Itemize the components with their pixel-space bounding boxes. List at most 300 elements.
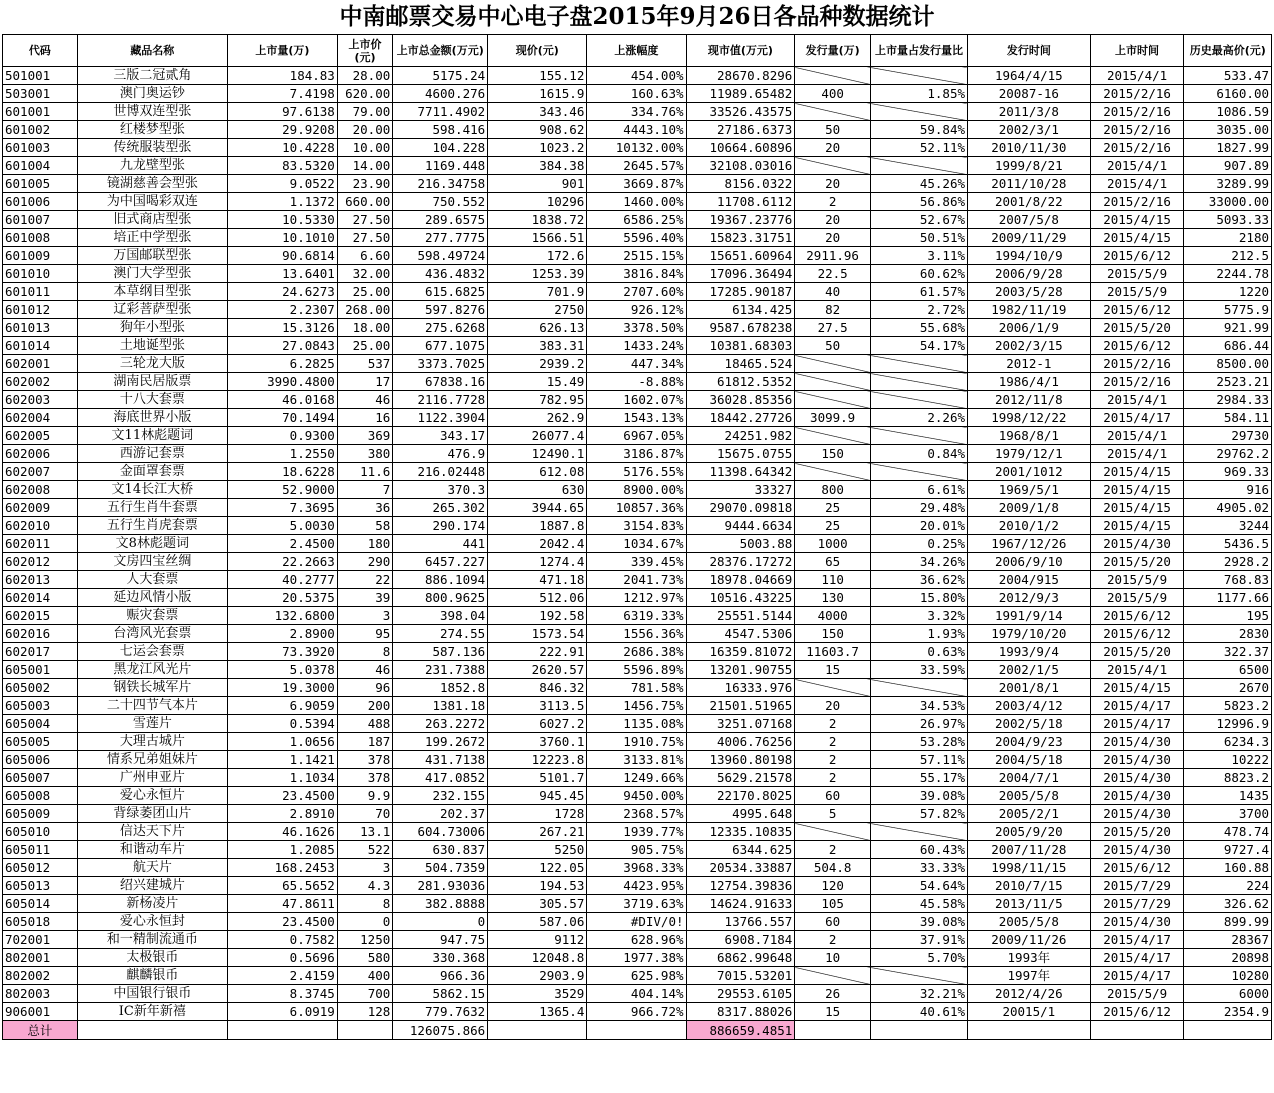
table-cell: 6000 [1184, 985, 1272, 1003]
table-cell: 1977.38% [587, 949, 686, 967]
table-cell: 1997年 [968, 967, 1091, 985]
table-cell: 180 [337, 535, 392, 553]
table-cell: 27.50 [337, 229, 392, 247]
table-cell: 52.11% [870, 139, 967, 157]
table-cell: 1169.448 [393, 157, 488, 175]
table-cell: 2.8910 [228, 805, 338, 823]
table-cell [587, 1021, 686, 1040]
table-cell: 8900.00% [587, 481, 686, 499]
item-name: IC新年新禧 [77, 1003, 227, 1021]
table-row [3, 769, 1272, 787]
table-cell: 620.00 [337, 85, 392, 103]
item-name: 培正中学型张 [77, 229, 227, 247]
table-cell: 97.6138 [228, 103, 338, 121]
table-cell: 5629.21578 [686, 769, 795, 787]
item-name: 湖南民居版票 [77, 373, 227, 391]
table-cell: 60 [795, 913, 871, 931]
table-cell: 326.62 [1184, 895, 1272, 913]
table-cell: 265.302 [393, 499, 488, 517]
table-cell: 2015/4/30 [1090, 787, 1184, 805]
item-name: 三轮龙大版 [77, 355, 227, 373]
table-cell: 3378.50% [587, 319, 686, 337]
item-name: 文8林彪题词 [77, 535, 227, 553]
table-cell: 966.72% [587, 1003, 686, 1021]
table-cell: 899.99 [1184, 913, 1272, 931]
table-cell: 330.368 [393, 949, 488, 967]
table-cell [870, 427, 967, 445]
table-cell: 83.5320 [228, 157, 338, 175]
table-cell: 846.32 [488, 679, 587, 697]
item-name: 钢铁长城军片 [77, 679, 227, 697]
table-cell: 168.2453 [228, 859, 338, 877]
table-cell: 6160.00 [1184, 85, 1272, 103]
table-cell: 33526.43575 [686, 103, 795, 121]
table-cell [795, 823, 871, 841]
table-cell: 6457.227 [393, 553, 488, 571]
table-cell: 677.1075 [393, 337, 488, 355]
table-cell: 1939.77% [587, 823, 686, 841]
item-name: 信达天下片 [77, 823, 227, 841]
table-cell: 2015/4/17 [1090, 409, 1184, 427]
table-cell: 29730 [1184, 427, 1272, 445]
table-cell: 1968/8/1 [968, 427, 1091, 445]
item-code: 602015 [3, 607, 78, 625]
table-cell: 25.00 [337, 337, 392, 355]
table-cell: 2012-1 [968, 355, 1091, 373]
table-cell: 19367.23776 [686, 211, 795, 229]
table-cell: 6.0919 [228, 1003, 338, 1021]
table-cell: 580 [337, 949, 392, 967]
table-cell: 60 [795, 787, 871, 805]
table-cell: 20 [795, 211, 871, 229]
item-name: 人大套票 [77, 571, 227, 589]
table-cell [488, 1021, 587, 1040]
table-cell: 172.6 [488, 247, 587, 265]
table-cell: 378 [337, 769, 392, 787]
table-cell: 1991/9/14 [968, 607, 1091, 625]
table-cell: 105 [795, 895, 871, 913]
table-cell: 584.11 [1184, 409, 1272, 427]
table-cell: 1827.99 [1184, 139, 1272, 157]
table-cell: 947.75 [393, 931, 488, 949]
item-name: 雪莲片 [77, 715, 227, 733]
item-code: 601006 [3, 193, 78, 211]
table-cell: 0.5696 [228, 949, 338, 967]
table-cell: 5003.88 [686, 535, 795, 553]
table-row [3, 607, 1272, 625]
table-cell: 3529 [488, 985, 587, 1003]
table-cell: 18465.524 [686, 355, 795, 373]
item-code: 605014 [3, 895, 78, 913]
item-name: 为中国喝彩双连 [77, 193, 227, 211]
table-cell: 800.9625 [393, 589, 488, 607]
item-name: 辽彩菩萨型张 [77, 301, 227, 319]
table-cell: 1838.72 [488, 211, 587, 229]
table-cell: 277.7775 [393, 229, 488, 247]
table-cell: 431.7138 [393, 751, 488, 769]
item-name: 五行生肖牛套票 [77, 499, 227, 517]
table-cell: 95 [337, 625, 392, 643]
table-cell: 1982/11/19 [968, 301, 1091, 319]
table-cell: 27.5 [795, 319, 871, 337]
table-cell: 45.26% [870, 175, 967, 193]
table-row [3, 967, 1272, 985]
column-header: 上市量占发行量比 [870, 35, 967, 67]
table-cell: 5250 [488, 841, 587, 859]
table-cell: 8500.00 [1184, 355, 1272, 373]
table-cell: 9444.6634 [686, 517, 795, 535]
table-cell: 2015/4/1 [1090, 427, 1184, 445]
table-cell: 70.1494 [228, 409, 338, 427]
table-cell: 224 [1184, 877, 1272, 895]
table-cell: 2002/5/18 [968, 715, 1091, 733]
table-cell: 6500 [1184, 661, 1272, 679]
table-cell: 28367 [1184, 931, 1272, 949]
table-cell: 12490.1 [488, 445, 587, 463]
table-cell: 380 [337, 445, 392, 463]
table-cell: 417.0852 [393, 769, 488, 787]
table-cell: 212.5 [1184, 247, 1272, 265]
table-cell: 504.7359 [393, 859, 488, 877]
table-cell: 22.2663 [228, 553, 338, 571]
table-cell: 0.7582 [228, 931, 338, 949]
table-cell: 2928.2 [1184, 553, 1272, 571]
item-code: 602007 [3, 463, 78, 481]
table-cell: 339.45% [587, 553, 686, 571]
table-cell: 34.53% [870, 697, 967, 715]
table-cell: 2015/2/16 [1090, 355, 1184, 373]
table-cell: 12048.8 [488, 949, 587, 967]
table-cell: 1852.8 [393, 679, 488, 697]
table-cell: 800 [795, 481, 871, 499]
table-cell: 1253.39 [488, 265, 587, 283]
table-cell: 2 [795, 733, 871, 751]
table-cell: 2012/9/3 [968, 589, 1091, 607]
table-cell: 27.50 [337, 211, 392, 229]
table-cell: 47.8611 [228, 895, 338, 913]
table-row [3, 697, 1272, 715]
table-cell: 7015.53201 [686, 967, 795, 985]
table-cell: 3669.87% [587, 175, 686, 193]
table-cell: 6586.25% [587, 211, 686, 229]
table-cell: 18.6228 [228, 463, 338, 481]
table-cell: 29070.09818 [686, 499, 795, 517]
table-cell: 1979/10/20 [968, 625, 1091, 643]
item-name: 狗年小型张 [77, 319, 227, 337]
table-cell: 2011/10/28 [968, 175, 1091, 193]
table-cell: 222.91 [488, 643, 587, 661]
table-row [3, 85, 1272, 103]
table-cell: 2015/4/15 [1090, 517, 1184, 535]
table-cell: 104.228 [393, 139, 488, 157]
total-amount: 126075.866 [393, 1021, 488, 1040]
table-cell: 15.49 [488, 373, 587, 391]
table-cell: 2015/4/1 [1090, 67, 1184, 85]
table-row [3, 157, 1272, 175]
item-code: 605003 [3, 697, 78, 715]
table-row [3, 517, 1272, 535]
table-cell: 15.3126 [228, 319, 338, 337]
table-cell: 2670 [1184, 679, 1272, 697]
table-cell: 2015/4/17 [1090, 931, 1184, 949]
item-name: 台湾风光套票 [77, 625, 227, 643]
item-code: 601009 [3, 247, 78, 265]
table-row [3, 355, 1272, 373]
table-cell: 2707.60% [587, 283, 686, 301]
table-cell: 36 [337, 499, 392, 517]
table-row [3, 175, 1272, 193]
table-cell: 268.00 [337, 301, 392, 319]
table-cell: 2003/5/28 [968, 283, 1091, 301]
table-cell [870, 391, 967, 409]
table-cell: 200 [337, 697, 392, 715]
table-cell: 1573.54 [488, 625, 587, 643]
table-cell: 686.44 [1184, 337, 1272, 355]
table-cell: 441 [393, 535, 488, 553]
item-code: 602008 [3, 481, 78, 499]
table-cell: 2006/9/10 [968, 553, 1091, 571]
table-cell: 1986/4/1 [968, 373, 1091, 391]
table-cell: 1964/4/15 [968, 67, 1091, 85]
item-code: 601008 [3, 229, 78, 247]
table-cell: 16333.976 [686, 679, 795, 697]
table-cell: 10.5330 [228, 211, 338, 229]
table-cell: 1993/9/4 [968, 643, 1091, 661]
table-cell: 11603.7 [795, 643, 871, 661]
table-cell: 32.21% [870, 985, 967, 1003]
table-cell: 0.25% [870, 535, 967, 553]
item-code: 602010 [3, 517, 78, 535]
table-cell: 231.7388 [393, 661, 488, 679]
table-cell: #DIV/0! [587, 913, 686, 931]
table-cell: 0 [337, 913, 392, 931]
table-cell: 15675.0755 [686, 445, 795, 463]
table-cell: 12754.39836 [686, 877, 795, 895]
table-cell: 39 [337, 589, 392, 607]
table-cell: 537 [337, 355, 392, 373]
table-cell: 5775.9 [1184, 301, 1272, 319]
item-code: 602001 [3, 355, 78, 373]
table-cell: 6908.7184 [686, 931, 795, 949]
table-cell: 46 [337, 661, 392, 679]
table-cell: 969.33 [1184, 463, 1272, 481]
table-cell: 512.06 [488, 589, 587, 607]
table-cell: 2013/11/5 [968, 895, 1091, 913]
table-cell: 28670.8296 [686, 67, 795, 85]
table-cell: 2911.96 [795, 247, 871, 265]
table-cell: 6.61% [870, 481, 967, 499]
table-row [3, 337, 1272, 355]
table-cell [795, 463, 871, 481]
item-name: 红楼梦型张 [77, 121, 227, 139]
table-cell: 10381.68303 [686, 337, 795, 355]
table-cell: 598.416 [393, 121, 488, 139]
table-row [3, 463, 1272, 481]
table-cell: 471.18 [488, 571, 587, 589]
table-cell: 404.14% [587, 985, 686, 1003]
table-cell: 4.3 [337, 877, 392, 895]
table-cell: 1249.66% [587, 769, 686, 787]
table-body [3, 67, 1272, 1021]
table-cell: 13.6401 [228, 265, 338, 283]
table-cell: 2010/7/15 [968, 877, 1091, 895]
table-cell: 478.74 [1184, 823, 1272, 841]
table-cell: 921.99 [1184, 319, 1272, 337]
table-cell: 6.60 [337, 247, 392, 265]
table-cell: 39.08% [870, 913, 967, 931]
table-cell: 33000.00 [1184, 193, 1272, 211]
item-code: 601012 [3, 301, 78, 319]
item-name: 万国邮联型张 [77, 247, 227, 265]
table-cell: 305.57 [488, 895, 587, 913]
item-name: 和一精制流通币 [77, 931, 227, 949]
table-cell: 2015/2/16 [1090, 85, 1184, 103]
total-market-value: 886659.4851 [686, 1021, 795, 1040]
item-code: 605011 [3, 841, 78, 859]
table-cell: 58 [337, 517, 392, 535]
table-cell: 701.9 [488, 283, 587, 301]
table-cell: 2015/4/1 [1090, 157, 1184, 175]
table-cell: 29553.6105 [686, 985, 795, 1003]
table-cell: 3968.33% [587, 859, 686, 877]
table-cell: 25 [795, 499, 871, 517]
table-cell: 46.1626 [228, 823, 338, 841]
table-cell: 2015/4/30 [1090, 769, 1184, 787]
table-cell: 2015/6/12 [1090, 625, 1184, 643]
table-cell: 3113.5 [488, 697, 587, 715]
table-cell [795, 373, 871, 391]
table-cell: 6862.99648 [686, 949, 795, 967]
item-name: 和谐动车片 [77, 841, 227, 859]
table-cell: 2015/4/15 [1090, 211, 1184, 229]
item-name: 中国银行银币 [77, 985, 227, 1003]
table-cell: 2010/1/2 [968, 517, 1091, 535]
column-header: 发行量(万) [795, 35, 871, 67]
table-cell: 6967.05% [587, 427, 686, 445]
table-cell: 597.8276 [393, 301, 488, 319]
table-cell: 20015/1 [968, 1003, 1091, 1021]
table-cell: 2116.7728 [393, 391, 488, 409]
table-cell: 587.136 [393, 643, 488, 661]
table-cell: 369 [337, 427, 392, 445]
table-cell: 383.31 [488, 337, 587, 355]
table-cell [795, 157, 871, 175]
item-code: 601007 [3, 211, 78, 229]
table-cell: 16 [337, 409, 392, 427]
table-cell [870, 1021, 967, 1040]
table-cell: 447.34% [587, 355, 686, 373]
table-row [3, 1003, 1272, 1021]
table-cell: 1910.75% [587, 733, 686, 751]
table-cell: 57.11% [870, 751, 967, 769]
table-cell: 2368.57% [587, 805, 686, 823]
table-row [3, 67, 1272, 85]
table-cell: 5.0378 [228, 661, 338, 679]
item-code: 601005 [3, 175, 78, 193]
table-cell: 26077.4 [488, 427, 587, 445]
table-row [3, 895, 1272, 913]
table-cell: 625.98% [587, 967, 686, 985]
table-cell: 20 [795, 175, 871, 193]
table-cell: 60.43% [870, 841, 967, 859]
table-cell: 533.47 [1184, 67, 1272, 85]
column-header: 藏品名称 [77, 35, 227, 67]
table-cell: 6344.625 [686, 841, 795, 859]
item-code: 605012 [3, 859, 78, 877]
table-cell: 2015/4/1 [1090, 445, 1184, 463]
table-cell: 5.0030 [228, 517, 338, 535]
table-row [3, 571, 1272, 589]
table-cell: 400 [337, 967, 392, 985]
table-cell: 5176.55% [587, 463, 686, 481]
table-cell: 5862.15 [393, 985, 488, 1003]
table-cell: 262.9 [488, 409, 587, 427]
table-cell [795, 679, 871, 697]
table-cell: 0.63% [870, 643, 967, 661]
table-cell: 16359.81072 [686, 643, 795, 661]
column-header: 上市总金额(万元) [393, 35, 488, 67]
table-cell: 2015/2/16 [1090, 103, 1184, 121]
table-cell: 3154.83% [587, 517, 686, 535]
table-cell: 522 [337, 841, 392, 859]
table-cell: 195 [1184, 607, 1272, 625]
table-cell: 2244.78 [1184, 265, 1272, 283]
table-row [3, 283, 1272, 301]
table-cell: 20534.33887 [686, 859, 795, 877]
table-cell [1184, 1021, 1272, 1040]
item-name: 海底世界小版 [77, 409, 227, 427]
table-cell: 334.76% [587, 103, 686, 121]
table-cell: 2005/2/1 [968, 805, 1091, 823]
table-cell: 2015/6/12 [1090, 859, 1184, 877]
table-cell: 3133.81% [587, 751, 686, 769]
item-code: 605006 [3, 751, 78, 769]
table-cell: 160.63% [587, 85, 686, 103]
table-cell: 2.72% [870, 301, 967, 319]
table-cell: 7.4198 [228, 85, 338, 103]
table-row [3, 535, 1272, 553]
table-cell: 22170.8025 [686, 787, 795, 805]
item-name: 赈灾套票 [77, 607, 227, 625]
table-cell: 10 [795, 949, 871, 967]
table-cell: 13.1 [337, 823, 392, 841]
table-cell [795, 355, 871, 373]
table-cell [795, 427, 871, 445]
table-cell: 1433.24% [587, 337, 686, 355]
table-cell: 2015/5/9 [1090, 985, 1184, 1003]
table-cell: 7 [337, 481, 392, 499]
item-name: 文房四宝丝绸 [77, 553, 227, 571]
item-code: 602009 [3, 499, 78, 517]
table-cell: 926.12% [587, 301, 686, 319]
table-cell: 23.90 [337, 175, 392, 193]
table-cell: 2.8900 [228, 625, 338, 643]
header-row [3, 35, 1272, 67]
item-name: 文11林彪题词 [77, 427, 227, 445]
table-cell: 2002/3/15 [968, 337, 1091, 355]
table-cell: 132.6800 [228, 607, 338, 625]
table-row [3, 265, 1272, 283]
table-cell: 476.9 [393, 445, 488, 463]
table-cell: 1460.00% [587, 193, 686, 211]
table-cell: 25551.5144 [686, 607, 795, 625]
table-cell: 54.64% [870, 877, 967, 895]
table-cell: 2 [795, 715, 871, 733]
table-cell: 2010/11/30 [968, 139, 1091, 157]
table-cell: 150 [795, 445, 871, 463]
table-cell: 1.93% [870, 625, 967, 643]
column-header: 上市价(元) [337, 35, 392, 67]
